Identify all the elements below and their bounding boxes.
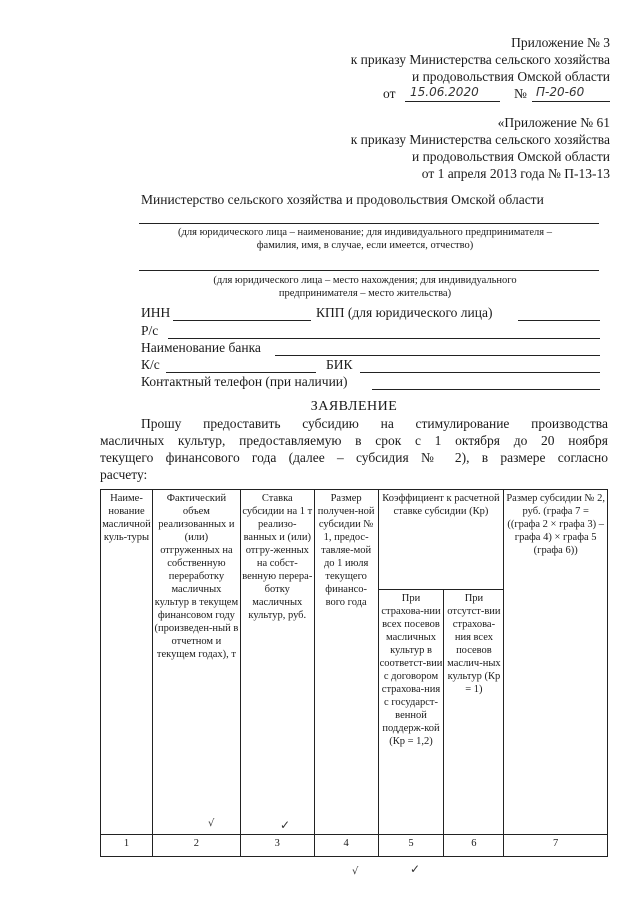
header-uninsured: При отсутст-вии страхова-ния всех посевов маслич-ных культур (Кр = 1) bbox=[444, 590, 504, 835]
kpp-label: КПП (для юридического лица) bbox=[316, 305, 493, 320]
appendix-3-line2: и продовольствия Омской области bbox=[411, 69, 610, 84]
pencil-tick-mark-bottom: √ bbox=[352, 866, 359, 877]
document-title: ЗАЯВЛЕНИЕ bbox=[310, 399, 398, 414]
date-line bbox=[405, 101, 500, 102]
body-line-3: текущего финансового года (далее – субсидия № 2), в размере согласно bbox=[100, 450, 608, 465]
col-number-5: 5 bbox=[378, 835, 444, 857]
header-insured: При страхова-нии всех посевов масличных культур в соответст-вии с договором страхова-ния с государст-венной поддерж-кой (Кр = 1,2) bbox=[378, 590, 444, 835]
date-prefix: от bbox=[383, 86, 396, 101]
kpp-field[interactable] bbox=[518, 320, 600, 321]
pencil-tick-mark: √ bbox=[208, 818, 215, 829]
header-coefficient: Коэффициент к расчетной ставке субсидии (Кр) bbox=[378, 490, 504, 590]
col-number-7: 7 bbox=[504, 835, 608, 857]
phone-field[interactable] bbox=[372, 389, 600, 390]
pencil-check-mark-bottom: ✓ bbox=[410, 862, 421, 876]
addressee: Министерство сельского хозяйства и продовольствия Омской области bbox=[141, 192, 544, 207]
header-subsidy-rate: Ставка субсидии на 1 т реализо-ванных и (или) отгру-женных на собст-венную перера-ботку масличных культур, руб. bbox=[240, 490, 314, 835]
col-number-2: 2 bbox=[152, 835, 240, 857]
applicant-name-hint: (для юридического лица – наименование; для индивидуального предпринимателя – фамилия, имя, в случае, если имеется, отчество) bbox=[178, 227, 552, 251]
number-prefix: № bbox=[514, 86, 527, 101]
body-line-2: масличных культур, предоставляемую в срок с 1 октября до 20 ноября bbox=[100, 433, 608, 448]
appendix-61-line1: к приказу Министерства сельского хозяйства bbox=[350, 132, 610, 147]
appendix-61-title: «Приложение № 61 bbox=[497, 115, 610, 130]
body-line-4: расчету: bbox=[100, 467, 148, 482]
col-number-4: 4 bbox=[314, 835, 378, 857]
calculation-table bbox=[100, 489, 608, 857]
applicant-address-line[interactable] bbox=[139, 270, 599, 271]
appendix-3-title: Приложение № 3 bbox=[511, 35, 610, 50]
bik-label: БИК bbox=[326, 357, 353, 372]
appendix-3-line1: к приказу Министерства сельского хозяйства bbox=[350, 52, 610, 67]
header-subsidy-1: Размер получен-ной субсидии № 1, предос-тавляе-мой до 1 июля текущего финансо-вого года bbox=[314, 490, 378, 835]
appendix-61-line2: и продовольствия Омской области bbox=[411, 149, 610, 164]
col-number-1: 1 bbox=[101, 835, 153, 857]
applicant-address-hint: (для юридического лица – место нахождения; для индивидуального предпринимателя – место жительства) bbox=[213, 275, 517, 299]
bank-label: Наименование банка bbox=[141, 340, 261, 355]
number-line bbox=[532, 101, 610, 102]
applicant-name-line[interactable] bbox=[139, 223, 599, 224]
header-subsidy-2: Размер субсидии № 2, руб. (графа 7 = ((графа 2 × графа 3) – графа 4) × графа 5 (графа 6)) bbox=[504, 490, 608, 835]
bank-field[interactable] bbox=[275, 355, 600, 356]
rs-label: Р/с bbox=[141, 323, 159, 338]
phone-label: Контактный телефон (при наличии) bbox=[141, 374, 348, 389]
col-number-6: 6 bbox=[444, 835, 504, 857]
handwritten-date: 15.06.2020 bbox=[410, 85, 479, 99]
handwritten-number: П-20-60 bbox=[536, 85, 585, 99]
pencil-check-mark: ✓ bbox=[280, 818, 291, 832]
col-number-3: 3 bbox=[240, 835, 314, 857]
body-line-1: Прошу предоставить субсидию на стимулирование производства bbox=[141, 416, 608, 431]
bik-field[interactable] bbox=[360, 372, 600, 373]
inn-field[interactable] bbox=[173, 320, 311, 321]
appendix-61-line3: от 1 апреля 2013 года № П-13-13 bbox=[421, 166, 610, 181]
header-crop-name: Наиме-нование масличной куль-туры bbox=[101, 490, 153, 835]
rs-field[interactable] bbox=[168, 338, 600, 339]
ks-field[interactable] bbox=[166, 372, 316, 373]
ks-label: К/с bbox=[141, 357, 160, 372]
header-actual-volume: Фактический объем реализованных и (или) отгруженных на собственную переработку масличных культур в текущем финансовом году (произведен-ный в отчетном и текущем годах), т bbox=[152, 490, 240, 835]
inn-label: ИНН bbox=[141, 305, 171, 320]
